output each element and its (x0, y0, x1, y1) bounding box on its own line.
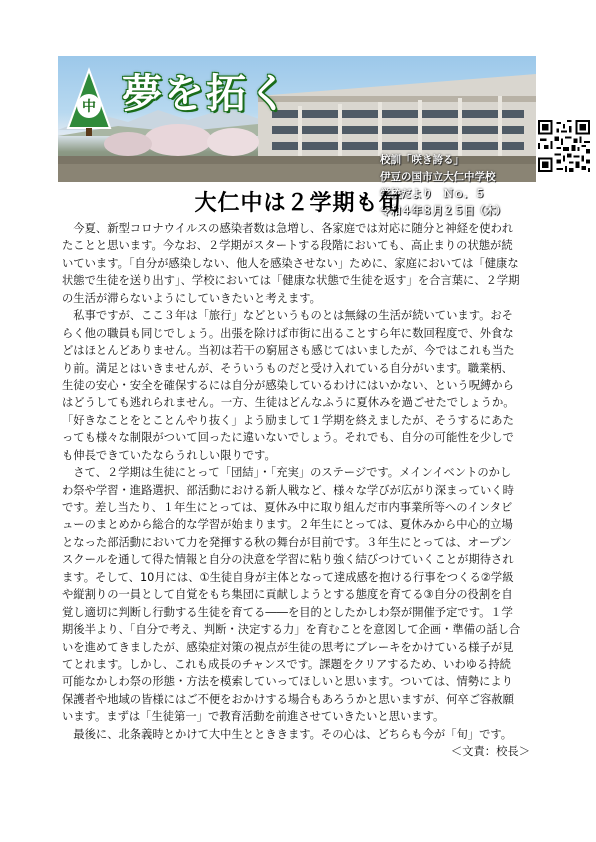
body-line: の生活が滞らないようにしていきたいと考えます。 (62, 291, 321, 305)
body-line: 今夏、新型コロナウイルスの感染者数は急増し、各家庭では対応に随分と神経を使われ (62, 222, 514, 235)
article-body (62, 220, 542, 761)
body-line: 生徒の安心・安全を確保するには自分が感染しているわけにはいかない、という呪縛から (62, 378, 514, 392)
emblem-character: 中 (82, 99, 96, 115)
issue-date: 令和４年８月２５日（木） (380, 205, 506, 217)
body-line: 「好きなことをとことんやり抜く」よう励まして１学期を終えましたが、そうするにあた (62, 413, 514, 427)
body-line: 期後半より、「自分で考え、判断・決定する力」を育むことを意図して企画・準備の話し合 (62, 623, 521, 637)
body-line: どはほとんどありません。当初は若干の窮屈さも感じてはいましたが、今ではこれも当た (62, 344, 515, 358)
school-motto: 校訓「咲き誇る」 (380, 154, 464, 166)
body-line: スクールを通して得た情報と自分の決意を学習に粘り強く結びつけていくことが期待され (62, 553, 514, 567)
school-emblem-icon (66, 68, 112, 138)
author-signature: ＜文責：校長＞ (450, 745, 530, 759)
body-line: や縦割りの一員として自覚をもち集団に貢献しようとする態度を育てる③自分の役割を自 (62, 588, 513, 602)
body-line: わ祭や学習・進路選択、部活動における新人戦など、様々な学びが広がり深まっていく時 (62, 483, 514, 497)
body-line: ューのまとめから総合的な学習が始まります。２年生にとっては、夏休みから中心的立場 (62, 518, 513, 532)
body-line: 保護者や地域の皆様にはご不便をおかけする場合もあろうかと思いますが、何卒ご容赦願 (62, 692, 514, 706)
body-line: 覚し適切に判断し行動する生徒を育てる――を目的としたかしわ祭が開催予定です。１学 (62, 605, 513, 619)
school-name: 伊豆の国市立大仁中学校 (380, 171, 496, 183)
body-line: 私事ですが、ここ３年は「旅行」などというものとは無縁の生活が続いています。おそ (62, 309, 513, 323)
body-line: 状態で生徒を送り出す」、学校においては「健康な状態で生徒を返す」を合言葉に、２学期 (62, 274, 520, 288)
body-line: です。差し当たり、１年生にとっては、夏休み中に取り組んだ市内事業所等へのインタビ (62, 501, 513, 514)
issue-number: 学校だより Ｎｏ．５ (380, 188, 485, 200)
body-line: っても様々な制限がついて回ったに違いないでしょう。それでも、自分の可能性を少しで (62, 431, 514, 445)
body-line: らく他の職員も同じでしょう。出張を除けば市街に出ることすら年に数回程度で、外食な (62, 326, 514, 340)
body-line: 可能なかしわ祭の形態・方法を模索していってほしいと思います。ついては、情勢により (62, 675, 513, 689)
newsletter-title: 夢を拓く (122, 71, 290, 117)
body-line: いています。「自分が感染しない、他人を感染させない」ために、家庭においては「健康な (62, 256, 519, 270)
body-line: てとれます。しかし、これも成長のチャンスです。課題をクリアするため、いわゆる持続 (62, 657, 511, 671)
body-line: さて、２学期は生徒にとって「団結」・「充実」のステージです。メインイベントのかし (62, 466, 512, 480)
body-line: ます。そして、10月には、①生徒自身が主体となって達成感を抱ける行事をつくる②学級 (62, 570, 514, 584)
body-line: たことと思います。今なお、２学期がスタートする段階においても、高止まりの状態が続 (62, 239, 513, 253)
body-line: いを進めてきましたが、感染症対策の視点が生徒の思考にブレーキをかけている様子が見 (62, 640, 514, 654)
body-line: となった部活動において力を発揮する秋の舞台が目前です。３年生にとっては、オープン (62, 535, 512, 549)
body-line: り前。満足とはいきませんが、そういうものだと受け入れている自分がいます。職業柄、 (62, 361, 513, 375)
body-line: います。まずは「生徒第一」で教育活動を前進させていきたいと思います。 (62, 710, 445, 724)
article-headline: 大仁中は２学期も旬 (194, 191, 402, 216)
qr-code-icon (536, 118, 592, 174)
body-line: も伸長できていたならうれしい限りです。 (62, 448, 276, 462)
body-line: 最後に、北条義時とかけて大中生ととききます。その心は、どちらも今が「旬」です。 (62, 727, 513, 741)
body-line: はどうしても逃れられません。一方、生徒はどんなふうに夏休みを過ごせたでしょうか。 (62, 396, 515, 410)
